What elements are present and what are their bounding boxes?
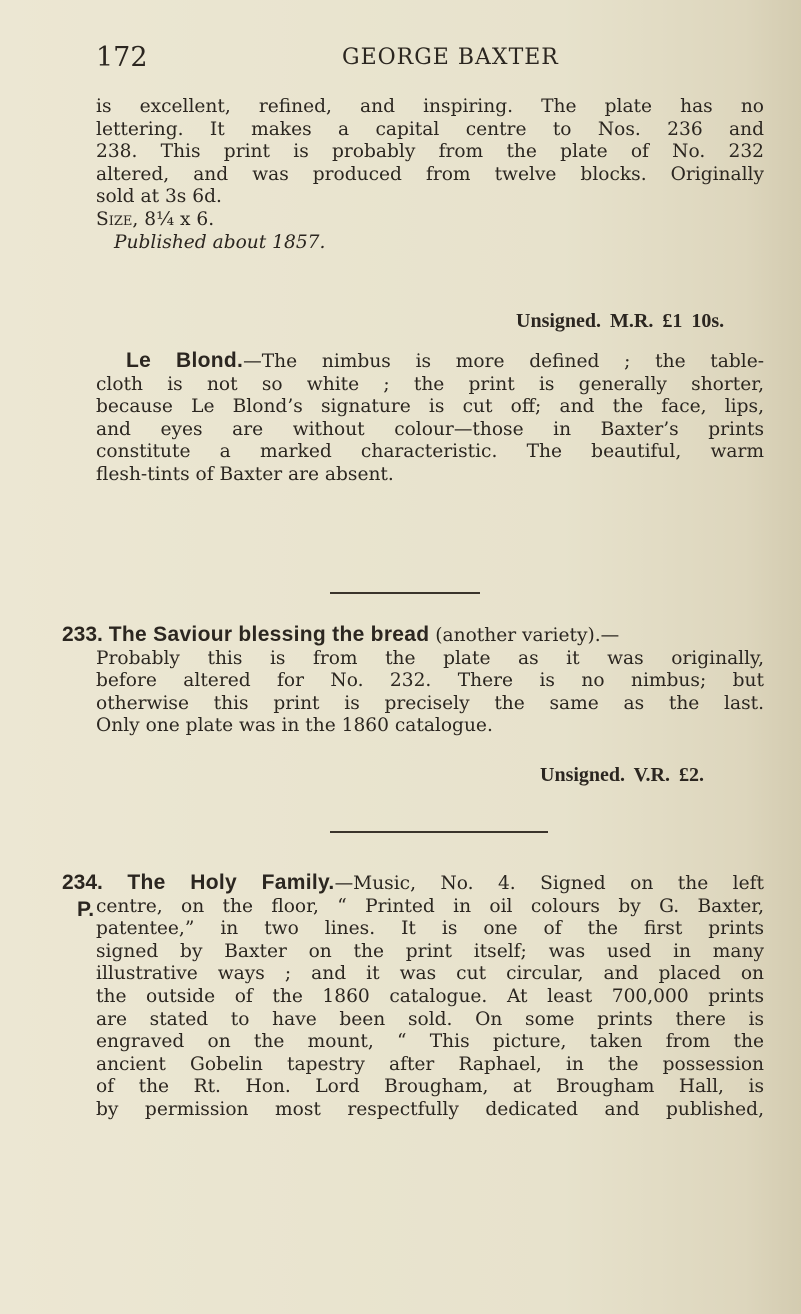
- text-line: signed by Baxter on the print itself; was used in many: [96, 940, 764, 962]
- text-line: ancient Gobelin tapestry after Raphael, in the possession: [96, 1053, 764, 1075]
- entry-234-mark: P.: [77, 898, 95, 921]
- text-line: 238. This print is probably from the plate of No. 232: [96, 141, 764, 163]
- text-line: of the Rt. Hon. Lord Brougham, at Brougham Hall, is: [96, 1076, 764, 1098]
- entry-233-price: Unsigned. V.R. £2.: [540, 764, 704, 786]
- text-line: and eyes are without colour—those in Baxter’s prints: [96, 418, 764, 440]
- text-line: illustrative ways ; and it was cut circular, and placed on: [96, 963, 764, 985]
- le-blond-title: Le Blond.: [126, 349, 244, 372]
- text-line: by permission most respectfully dedicated and published,: [96, 1098, 764, 1120]
- size-label: Size,: [96, 208, 139, 230]
- page-number: 172: [96, 42, 148, 73]
- entry-title: The Saviour blessing the bread: [108, 623, 430, 646]
- text-line: engraved on the mount, “ This picture, taken from the: [96, 1031, 764, 1053]
- text-line: are stated to have been sold. On some prints there is: [96, 1008, 764, 1030]
- text-line: Only one plate was in the 1860 catalogue.: [96, 715, 493, 737]
- text-line: lettering. It makes a capital centre to Nos. 236 and: [96, 118, 764, 140]
- text-line: centre, on the floor, “ Printed in oil colours by G. Baxter,: [96, 895, 764, 917]
- entry-233-heading: [62, 624, 764, 648]
- entry-234-heading: 234. The Holy Family.—Music, No. 4. Signed on the left: [62, 871, 764, 894]
- entry-number: 234.: [62, 871, 103, 894]
- text-line: before altered for No. 232. There is no nimbus; but: [96, 670, 764, 692]
- published-line: Published about 1857.: [114, 231, 326, 253]
- text-line: patentee,” in two lines. It is one of the first prints: [96, 918, 764, 940]
- text-line: altered, and was produced from twelve blocks. Originally: [96, 163, 764, 185]
- text-line: cloth is not so white ; the print is generally shorter,: [96, 373, 764, 395]
- running-title: GEORGE BAXTER: [342, 45, 559, 70]
- text-line: Le Blond.—The nimbus is more defined ; the table-: [126, 349, 764, 372]
- text-line: constitute a marked characteristic. The beautiful, warm: [96, 441, 764, 463]
- entry-subtitle: (another variety).—: [435, 625, 620, 646]
- entry-number: 233.: [62, 623, 103, 646]
- section-divider: [330, 831, 548, 833]
- size-line: [96, 209, 764, 232]
- text-line: because Le Blond’s signature is cut off; and the face, lips,: [96, 396, 764, 418]
- text-line: the outside of the 1860 catalogue. At least 700,000 prints: [96, 985, 764, 1007]
- entry-title: The Holy Family.: [127, 871, 335, 894]
- intro-paragraph: [96, 96, 764, 254]
- size-value: 8¼ x 6.: [144, 208, 215, 230]
- text-line: Probably this is from the plate as it was originally,: [96, 647, 764, 669]
- text-line: otherwise this print is precisely the same as the last.: [96, 692, 764, 714]
- running-head: [96, 42, 716, 82]
- text-line: flesh-tints of Baxter are absent.: [96, 463, 394, 485]
- entry-234: [62, 872, 764, 1122]
- entry-233: [62, 624, 764, 738]
- text-line: is excellent, refined, and inspiring. The plate has no: [96, 96, 764, 117]
- intro-price: Unsigned. M.R. £1 10s.: [516, 310, 725, 332]
- le-blond-paragraph: [96, 350, 764, 487]
- section-divider: [330, 592, 480, 594]
- sold-at-line: sold at 3s 6d.: [96, 186, 222, 208]
